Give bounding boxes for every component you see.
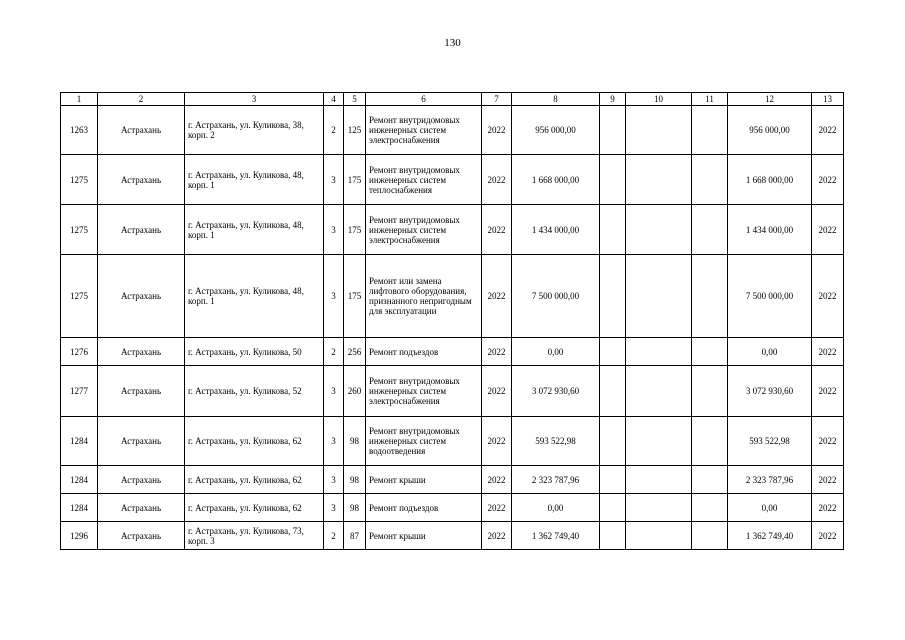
amount-total-cell: 7 500 000,00 [728,255,812,338]
column-header: 9 [600,93,626,106]
completion-year-cell: 2022 [812,155,844,205]
completion-year-cell: 2022 [812,522,844,550]
col-5-cell: 260 [344,366,366,417]
col-4-cell: 3 [324,205,344,255]
col-11-cell [692,466,728,494]
work-type-cell: Ремонт крыши [366,522,482,550]
row-number-cell: 1284 [61,466,98,494]
work-type-cell: Ремонт внутридомовых инженерных систем электроснабжения [366,366,482,417]
col-10-cell [626,417,692,466]
amount-cell: 0,00 [512,494,600,522]
address-cell: г. Астрахань, ул. Куликова, 52 [185,366,324,417]
col-10-cell [626,522,692,550]
address-cell: г. Астрахань, ул. Куликова, 50 [185,338,324,366]
table-row [61,205,844,255]
col-10-cell [626,106,692,155]
col-9-cell [600,205,626,255]
col-9-cell [600,494,626,522]
address-cell: г. Астрахань, ул. Куликова, 48, корп. 1 [185,255,324,338]
col-10-cell [626,466,692,494]
col-11-cell [692,522,728,550]
year-cell: 2022 [482,255,512,338]
address-cell: г. Астрахань, ул. Куликова, 48, корп. 1 [185,155,324,205]
col-5-cell: 87 [344,522,366,550]
work-type-cell: Ремонт подъездов [366,338,482,366]
city-cell: Астрахань [98,494,185,522]
table-row [61,255,844,338]
col-5-cell: 175 [344,255,366,338]
city-cell: Астрахань [98,417,185,466]
address-cell: г. Астрахань, ул. Куликова, 73, корп. 3 [185,522,324,550]
work-type-cell: Ремонт крыши [366,466,482,494]
amount-cell: 956 000,00 [512,106,600,155]
col-11-cell [692,106,728,155]
column-header: 2 [98,93,185,106]
work-type-cell: Ремонт или замена лифтового оборудования, признанного непригодным для эксплуатации [366,255,482,338]
col-11-cell [692,366,728,417]
address-cell: г. Астрахань, ул. Куликова, 38, корп. 2 [185,106,324,155]
col-9-cell [600,417,626,466]
col-10-cell [626,155,692,205]
column-header: 5 [344,93,366,106]
address-cell: г. Астрахань, ул. Куликова, 48, корп. 1 [185,205,324,255]
column-header: 10 [626,93,692,106]
row-number-cell: 1284 [61,417,98,466]
column-header: 11 [692,93,728,106]
year-cell: 2022 [482,417,512,466]
table-row [61,106,844,155]
amount-total-cell: 0,00 [728,338,812,366]
city-cell: Астрахань [98,338,185,366]
col-9-cell [600,255,626,338]
work-type-cell: Ремонт внутридомовых инженерных систем теплоснабжения [366,155,482,205]
column-header: 13 [812,93,844,106]
col-9-cell [600,338,626,366]
page-number: 130 [444,37,461,49]
amount-cell: 0,00 [512,338,600,366]
column-header: 4 [324,93,344,106]
amount-total-cell: 3 072 930,60 [728,366,812,417]
year-cell: 2022 [482,522,512,550]
col-10-cell [626,255,692,338]
col-4-cell: 3 [324,155,344,205]
amount-cell: 7 500 000,00 [512,255,600,338]
year-cell: 2022 [482,205,512,255]
col-5-cell: 98 [344,466,366,494]
completion-year-cell: 2022 [812,466,844,494]
city-cell: Астрахань [98,255,185,338]
amount-cell: 593 522,98 [512,417,600,466]
row-number-cell: 1277 [61,366,98,417]
amount-cell: 1 362 749,40 [512,522,600,550]
capital-repair-table [60,92,844,550]
city-cell: Астрахань [98,466,185,494]
amount-total-cell: 1 362 749,40 [728,522,812,550]
city-cell: Астрахань [98,366,185,417]
column-header: 6 [366,93,482,106]
col-5-cell: 98 [344,494,366,522]
work-type-cell: Ремонт подъездов [366,494,482,522]
col-11-cell [692,205,728,255]
completion-year-cell: 2022 [812,338,844,366]
col-4-cell: 3 [324,466,344,494]
column-header: 3 [185,93,324,106]
col-10-cell [626,338,692,366]
col-4-cell: 3 [324,255,344,338]
col-4-cell: 3 [324,366,344,417]
year-cell: 2022 [482,338,512,366]
column-header: 12 [728,93,812,106]
year-cell: 2022 [482,366,512,417]
table-row [61,155,844,205]
table-row [61,466,844,494]
address-cell: г. Астрахань, ул. Куликова, 62 [185,417,324,466]
completion-year-cell: 2022 [812,106,844,155]
col-9-cell [600,522,626,550]
col-5-cell: 256 [344,338,366,366]
col-11-cell [692,417,728,466]
row-number-cell: 1296 [61,522,98,550]
col-11-cell [692,338,728,366]
address-cell: г. Астрахань, ул. Куликова, 62 [185,466,324,494]
amount-total-cell: 1 668 000,00 [728,155,812,205]
amount-total-cell: 956 000,00 [728,106,812,155]
year-cell: 2022 [482,466,512,494]
col-5-cell: 175 [344,155,366,205]
amount-cell: 1 668 000,00 [512,155,600,205]
work-type-cell: Ремонт внутридомовых инженерных систем водоотведения [366,417,482,466]
address-cell: г. Астрахань, ул. Куликова, 62 [185,494,324,522]
col-10-cell [626,366,692,417]
col-5-cell: 98 [344,417,366,466]
col-5-cell: 125 [344,106,366,155]
col-9-cell [600,155,626,205]
row-number-cell: 1284 [61,494,98,522]
city-cell: Астрахань [98,155,185,205]
work-type-cell: Ремонт внутридомовых инженерных систем электроснабжения [366,205,482,255]
col-10-cell [626,494,692,522]
col-4-cell: 2 [324,522,344,550]
table-row [61,366,844,417]
completion-year-cell: 2022 [812,205,844,255]
col-9-cell [600,466,626,494]
row-number-cell: 1263 [61,106,98,155]
col-4-cell: 2 [324,106,344,155]
col-4-cell: 2 [324,338,344,366]
col-9-cell [600,366,626,417]
table-row [61,338,844,366]
table-row [61,417,844,466]
work-type-cell: Ремонт внутридомовых инженерных систем электроснабжения [366,106,482,155]
table-row [61,494,844,522]
column-header: 1 [61,93,98,106]
col-5-cell: 175 [344,205,366,255]
row-number-cell: 1275 [61,205,98,255]
amount-cell: 3 072 930,60 [512,366,600,417]
column-number-row [61,93,844,106]
year-cell: 2022 [482,494,512,522]
table-row [61,522,844,550]
amount-total-cell: 0,00 [728,494,812,522]
completion-year-cell: 2022 [812,366,844,417]
row-number-cell: 1275 [61,255,98,338]
amount-cell: 1 434 000,00 [512,205,600,255]
year-cell: 2022 [482,155,512,205]
row-number-cell: 1276 [61,338,98,366]
amount-total-cell: 593 522,98 [728,417,812,466]
col-10-cell [626,205,692,255]
completion-year-cell: 2022 [812,417,844,466]
col-11-cell [692,155,728,205]
completion-year-cell: 2022 [812,255,844,338]
amount-cell: 2 323 787,96 [512,466,600,494]
city-cell: Астрахань [98,106,185,155]
amount-total-cell: 2 323 787,96 [728,466,812,494]
col-4-cell: 3 [324,417,344,466]
col-11-cell [692,255,728,338]
table-body [61,93,844,550]
city-cell: Астрахань [98,205,185,255]
year-cell: 2022 [482,106,512,155]
completion-year-cell: 2022 [812,494,844,522]
col-4-cell: 3 [324,494,344,522]
col-9-cell [600,106,626,155]
amount-total-cell: 1 434 000,00 [728,205,812,255]
city-cell: Астрахань [98,522,185,550]
column-header: 7 [482,93,512,106]
row-number-cell: 1275 [61,155,98,205]
col-11-cell [692,494,728,522]
column-header: 8 [512,93,600,106]
